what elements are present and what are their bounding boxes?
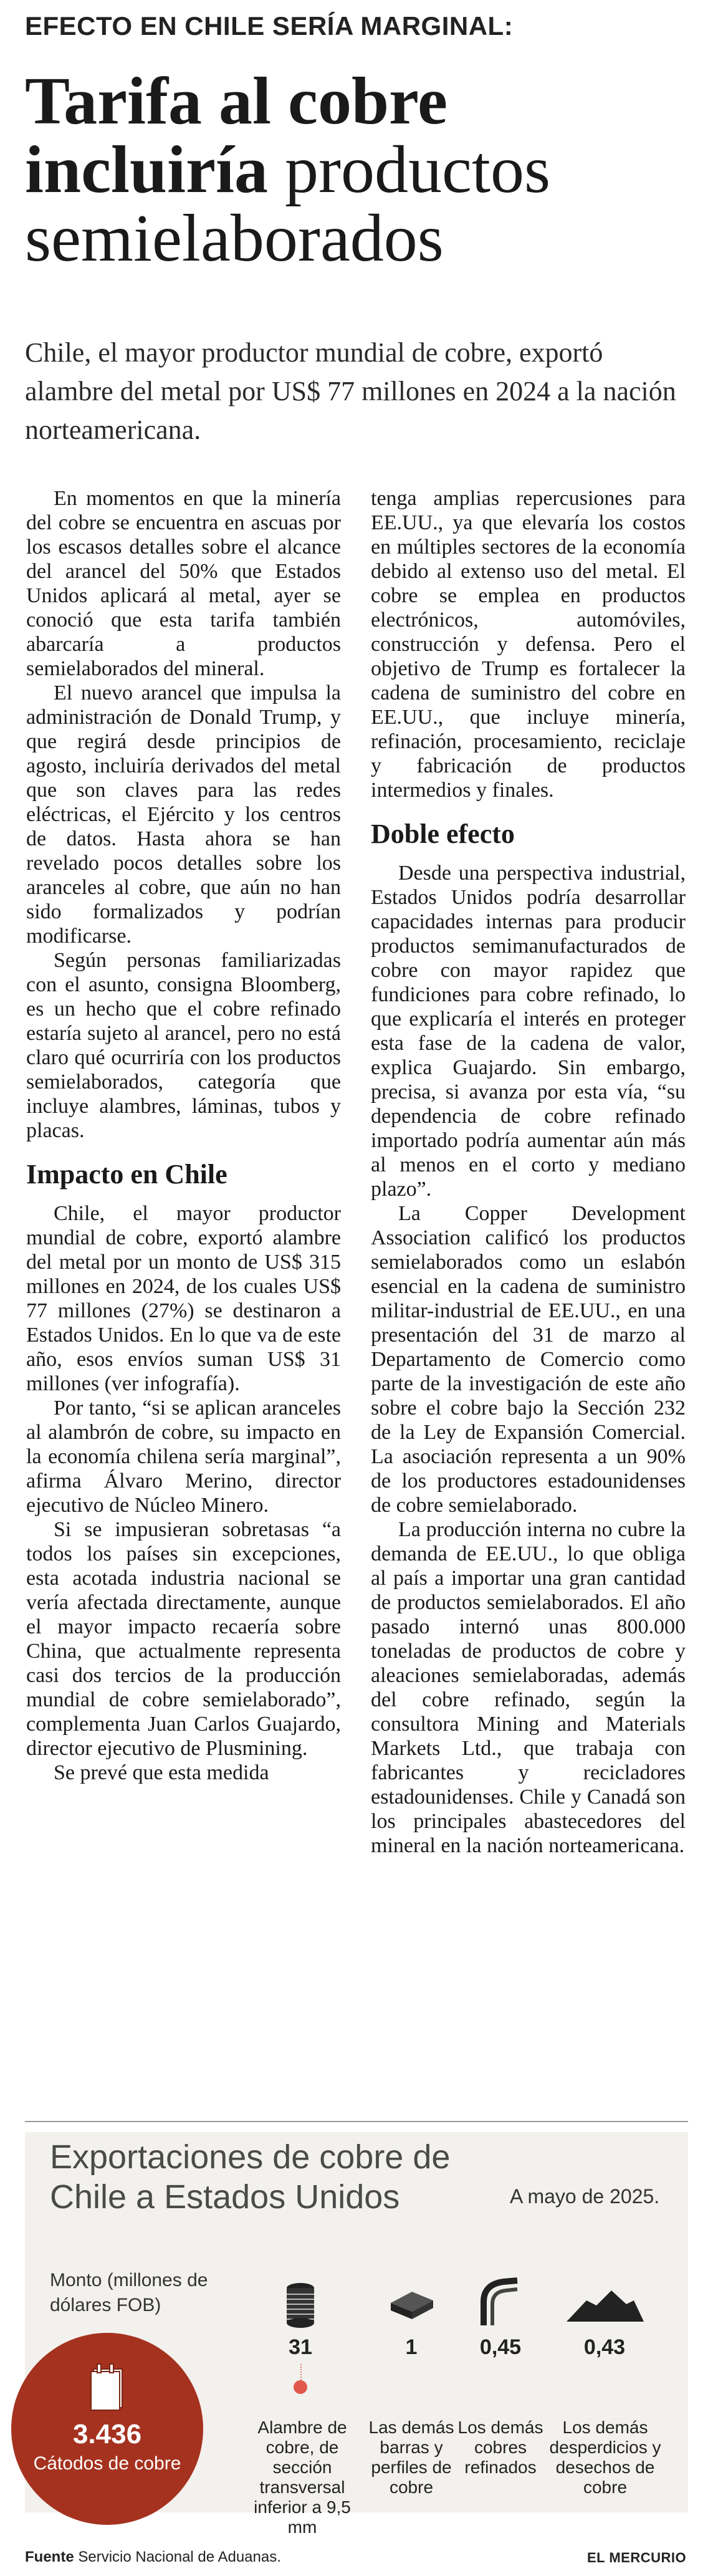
right-column bbox=[371, 486, 686, 1858]
wire-coil-icon bbox=[282, 2280, 319, 2330]
main-label: Cátodos de cobre bbox=[33, 2453, 181, 2474]
section-heading: Impacto en Chile bbox=[26, 1159, 227, 1189]
paragraph: El nuevo arancel que impulsa la administración de Donald Trump, y que regirá desde principios de agosto, incluiría derivados del metal que son claves para las redes eléctricas, el Ejército y los centros de datos. Hasta ahora se han revelado pocos detalles sobre los aranceles al cobre, que aún no han sido formalizados y podrían modificarse. bbox=[26, 681, 341, 948]
leader-line bbox=[300, 2364, 302, 2380]
scrap-pile-icon bbox=[564, 2287, 645, 2324]
divider bbox=[25, 2121, 688, 2122]
copper-profile-icon bbox=[479, 2277, 522, 2329]
paragraph: Según personas familiarizadas con el asunto, consigna Bloomberg, es un hecho que el cobre refinado estaría sujeto al arancel, pero no está claro qué ocurriría con los productos semielaborados, categoría que incluye alambres, láminas, tubos y placas. bbox=[26, 949, 341, 1142]
cathode-sheets-icon bbox=[86, 2363, 128, 2413]
paragraph: La Copper Development Association calificó los productos semielaborados como un eslabón esencial en la cadena de suministro militar-industrial de EE.UU., en una presentación del 31 de marzo al Departamento de Comercio como parte de la investigación de este año sobre el cobre bajo la Sección 232 de la Ley de Expansión Comercial. La asociación representa a un 90% de los productores estadounidenses de cobre semielaborado. bbox=[371, 1202, 686, 1517]
brand-logo: EL MERCURIO bbox=[587, 2550, 687, 2565]
item-label: Los demás desperdicios y desechos de cobre bbox=[549, 2418, 661, 2497]
paragraph: Chile, el mayor productor mundial de cobre, exportó alambre del metal por un monto de US$ 315 millones en 2024, de los cuales US$ 77 millones (27%) se destinaron a Estados Unidos. En lo que va de este año, esos envíos suman US$ 31 millones (ver infografía). bbox=[26, 1202, 341, 1395]
source-note bbox=[25, 2549, 281, 2566]
source-label: Fuente bbox=[25, 2549, 74, 2565]
copper-bar-icon bbox=[385, 2287, 438, 2324]
deck: Chile, el mayor productor mundial de cobre, exportó alambre del metal por US$ 77 millones en 2024 a la nación norteamericana. bbox=[25, 337, 676, 445]
item-value: 1 bbox=[405, 2335, 418, 2359]
paragraph: Desde una perspectiva industrial, Estados Unidos podría desarrollar capacidades internas para producir productos semimanufacturados de cobre con mayor rapidez que fundiciones para cobre refinado, lo que explicaría el interés en proteger esta fase de la cadena de valor, explica Guajardo. Sin embargo, precisa, si avanza por esta vía, “su dependencia de cobre refinado importado podría aumentar aún más al menos en el corto y mediano plazo”. bbox=[371, 862, 686, 1201]
item-label: Las demás barras y perfiles de cobre bbox=[368, 2418, 454, 2497]
main-value: 3.436 bbox=[72, 2419, 142, 2449]
item-label: Alambre de cobre, de sección transversal inferior a 9,5 mm bbox=[254, 2418, 351, 2537]
headline-light: productos semielaborados bbox=[25, 133, 550, 276]
item-value: 0,43 bbox=[583, 2335, 626, 2359]
infographic-unit: Monto (millones de dólares FOB) bbox=[50, 2270, 208, 2315]
section-heading: Doble efecto bbox=[371, 819, 515, 849]
item-value: 0,45 bbox=[479, 2335, 522, 2359]
left-column bbox=[26, 486, 341, 1785]
infographic-date-note: A mayo de 2025. bbox=[510, 2185, 660, 2208]
paragraph: La producción interna no cubre la demanda de EE.UU., lo que obliga al país a importar una gran cantidad de productos semielaborados. El año pasado internó unas 800.000 toneladas de productos de cobre y aleaciones semielaboradas, además del cobre refinado, según la consultora Mining and Materials Markets Ltd., que trabaja con fabricantes y recicladores estadounidenses. Chile y Canadá son los principales abastecedores del mineral en la nación norteamericana. bbox=[371, 1518, 686, 1857]
paragraph: Si se impusieran sobretasas “a todos los países sin excepciones, esta acotada industria nacional se vería afectada directamente, aunque el mayor impacto recaería sobre China, que actualmente representa casi dos tercios de la producción mundial de cobre semielaborado”, complementa Juan Carlos Guajardo, director ejecutivo de Plusmining. bbox=[26, 1518, 341, 1760]
item-value: 31 bbox=[289, 2335, 312, 2359]
item-label: Los demás cobres refinados bbox=[457, 2418, 543, 2477]
kicker: EFECTO EN CHILE SERÍA MARGINAL: bbox=[25, 11, 514, 41]
paragraph: Se prevé que esta medida bbox=[54, 1761, 269, 1784]
headline bbox=[25, 64, 698, 276]
paragraph: Por tanto, “si se aplican aranceles al alambrón de cobre, su impacto en la economía chilena sería marginal”, afirma Álvaro Merino, director ejecutivo de Núcleo Minero. bbox=[26, 1396, 341, 1517]
marker-dot bbox=[294, 2380, 307, 2394]
infographic-title: Exportaciones de cobre de Chile a Estados Unidos bbox=[50, 2138, 451, 2216]
source-text: Servicio Nacional de Aduanas. bbox=[78, 2549, 281, 2565]
paragraph: tenga amplias repercusiones para EE.UU., ya que elevaría los costos en múltiples sectores de la economía debido al extenso uso del metal. El cobre se emplea en productos electrónicos, automóviles, construcción y defensa. Pero el objetivo de Trump es fortalecer la cadena de suministro del cobre en EE.UU., que incluye minería, refinación, procesamiento, reciclaje y fabricación de productos intermedios y finales. bbox=[371, 487, 686, 802]
paragraph: En momentos en que la minería del cobre se encuentra en ascuas por los escasos detalles sobre el alcance del arancel del 50% que Estados Unidos aplicará al metal, ayer se conoció que esta tarifa también abarcaría a productos semielaborados del mineral. bbox=[26, 487, 341, 680]
headline-bold: Tarifa al cobre incluiría bbox=[25, 64, 447, 207]
